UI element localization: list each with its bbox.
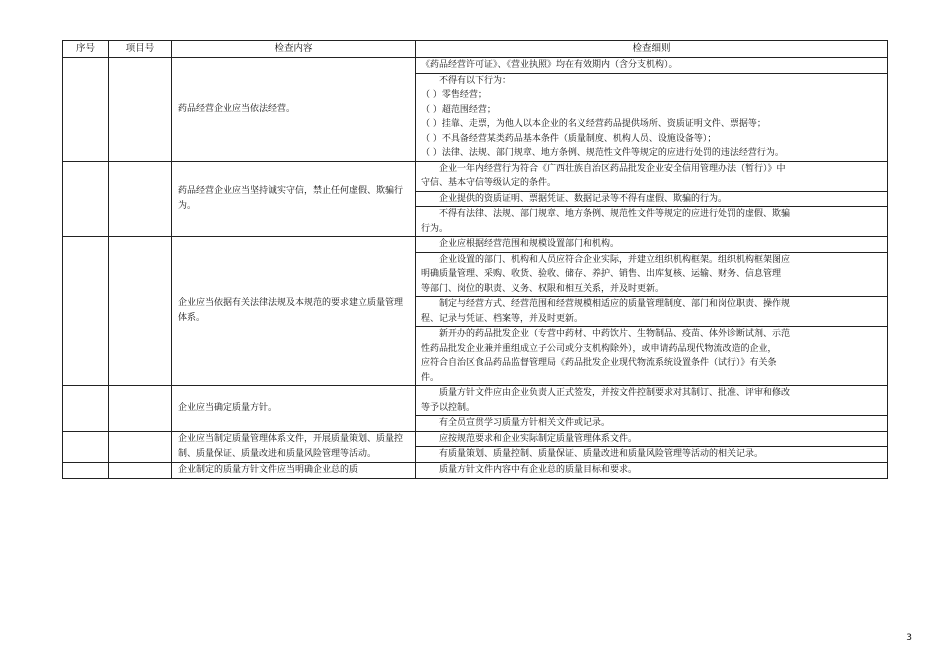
- item-number-cell: [109, 462, 172, 478]
- check-content-cell: 企业制定的质量方针文件应当明确企业总的质: [172, 462, 416, 478]
- check-detail-cell: [416, 327, 888, 386]
- check-content-cell: 企业应当确定质量方针。: [172, 386, 416, 432]
- detail-line: 守信、基本守信等级认定的条件。: [421, 178, 557, 188]
- col-header-check-details: 检查细则: [416, 41, 888, 58]
- detail-line: 《药品经营许可证》、《营业执照》均在有效期内（含分支机构）。: [421, 60, 678, 70]
- serial-cell: [63, 237, 109, 386]
- item-number-cell: [109, 386, 172, 432]
- detail-line: （ ）超范围经营；: [421, 104, 496, 115]
- detail-line: 制定与经营方式、经营范围和经营规模相适应的质量管理制度、部门和岗位职责、操作规: [439, 299, 791, 309]
- inspection-table: [62, 40, 888, 479]
- table-row: [63, 161, 888, 191]
- col-header-item-no: 项目号: [109, 41, 172, 58]
- check-detail-cell: [416, 207, 888, 237]
- detail-line: 件。: [421, 372, 440, 383]
- check-content-cell: 药品经营企业应当依法经营。: [172, 58, 416, 162]
- detail-line: 不得有以下行为：: [439, 75, 512, 86]
- detail-line: 企业应根据经营范围和规模设置部门和机构。: [439, 239, 620, 249]
- check-detail-cell: [416, 416, 888, 432]
- detail-line: 应按规范要求和企业实际制定质量管理体系文件。: [439, 433, 638, 444]
- check-detail-cell: [416, 191, 888, 207]
- item-number-cell: [109, 237, 172, 386]
- detail-line: 新开办的药品批发企业（专营中药材、中药饮片、生物制品、疫苗、体外诊断试剂、示范: [439, 329, 791, 339]
- detail-line: 企业一年内经营行为符合《广西壮族自治区药品批发企业安全信用管理办法（暂行）》中: [439, 163, 786, 174]
- detail-line: 应符合自治区食品药品监督管理局《药品批发企业现代物流系统设置条件（试行）》有关条: [421, 358, 777, 368]
- check-content-cell: 药品经营企业应当坚持诚实守信，禁止任何虚假、欺骗行为。: [172, 161, 416, 237]
- table-body: [63, 58, 888, 479]
- detail-line: 企业提供的资质证明、票据凭证、数据记录等不得有虚假、欺骗的行为。: [439, 193, 728, 204]
- detail-line: 质量方针文件应由企业负责人正式签发，并按文件控制要求对其制订、批准、评审和修改: [439, 388, 791, 398]
- check-detail-cell: [416, 431, 888, 447]
- serial-cell: [63, 58, 109, 162]
- check-detail-cell: [416, 73, 888, 161]
- check-detail-cell: [416, 462, 888, 478]
- table-row: [63, 386, 888, 416]
- check-content-cell: 企业应当依据有关法律法规及本规范的要求建立质量管理体系。: [172, 237, 416, 386]
- page-number: 3: [906, 633, 912, 643]
- check-detail-cell: [416, 386, 888, 416]
- detail-line: 有质量策划、质量控制、质量保证、质量改进和质量风险管理等活动的相关记录。: [439, 449, 764, 459]
- detail-line: 不得有法律、法规、部门规章、地方条例、规范性文件等规定的应进行处罚的虚假、欺骗: [439, 209, 791, 219]
- serial-cell: [63, 161, 109, 237]
- detail-line: 质量方针文件内容中有企业总的质量目标和要求。: [439, 464, 638, 475]
- table-row: [63, 462, 888, 478]
- col-header-check-content: 检查内容: [172, 41, 416, 58]
- detail-line: 性药品批发企业兼并重组成立子公司或分支机构除外），或申请药品现代物流改造的企业，: [421, 343, 777, 354]
- detail-line: 程、记录与凭证、档案等，并及时更新。: [421, 313, 584, 324]
- table-row: [63, 237, 888, 253]
- check-detail-cell: [416, 447, 888, 463]
- check-detail-cell: [416, 237, 888, 253]
- detail-line: 明确质量管理、采购、收货、验收、储存、养护、销售、出库复核、运输、财务、信息管理: [421, 269, 782, 279]
- detail-line: 等部门、岗位的职责、义务、权限和相互关系，并及时更新。: [421, 283, 665, 294]
- detail-line: 等予以控制。: [421, 402, 476, 413]
- table-row: [63, 58, 888, 74]
- item-number-cell: [109, 58, 172, 162]
- serial-cell: [63, 431, 109, 462]
- item-number-cell: [109, 431, 172, 462]
- detail-line: （ ）不具备经营某类药品基本条件（质量制度、机构人员、设施设备等）；: [421, 133, 717, 144]
- check-detail-cell: [416, 161, 888, 191]
- detail-line: 有全员宣贯学习质量方针相关文件或记录。: [439, 418, 611, 428]
- check-content-cell: 企业应当制定质量管理体系文件，开展质量策划、质量控制、质量保证、质量改进和质量风险管理等活动。: [172, 431, 416, 462]
- table-row: [63, 431, 888, 447]
- check-detail-cell: [416, 297, 888, 327]
- header-row: [63, 41, 888, 58]
- detail-line: （ ）挂靠、走票，为他人以本企业的名义经营药品提供场所、资质证明文件、票据等；: [421, 119, 766, 129]
- detail-line: （ ）法律、法规、部门规章、地方条例、规范性文件等规定的应进行处罚的违法经营行为。: [421, 148, 784, 158]
- serial-cell: [63, 386, 109, 432]
- check-detail-cell: [416, 252, 888, 297]
- col-header-serial: 序号: [63, 41, 109, 58]
- serial-cell: [63, 462, 109, 478]
- item-number-cell: [109, 161, 172, 237]
- detail-line: （ ）零售经营；: [421, 90, 487, 100]
- detail-line: 行为。: [421, 223, 449, 234]
- detail-line: 企业设置的部门、机构和人员应符合企业实际，并建立组织机构框架。组织机构框架图应: [439, 254, 791, 265]
- check-detail-cell: [416, 58, 888, 74]
